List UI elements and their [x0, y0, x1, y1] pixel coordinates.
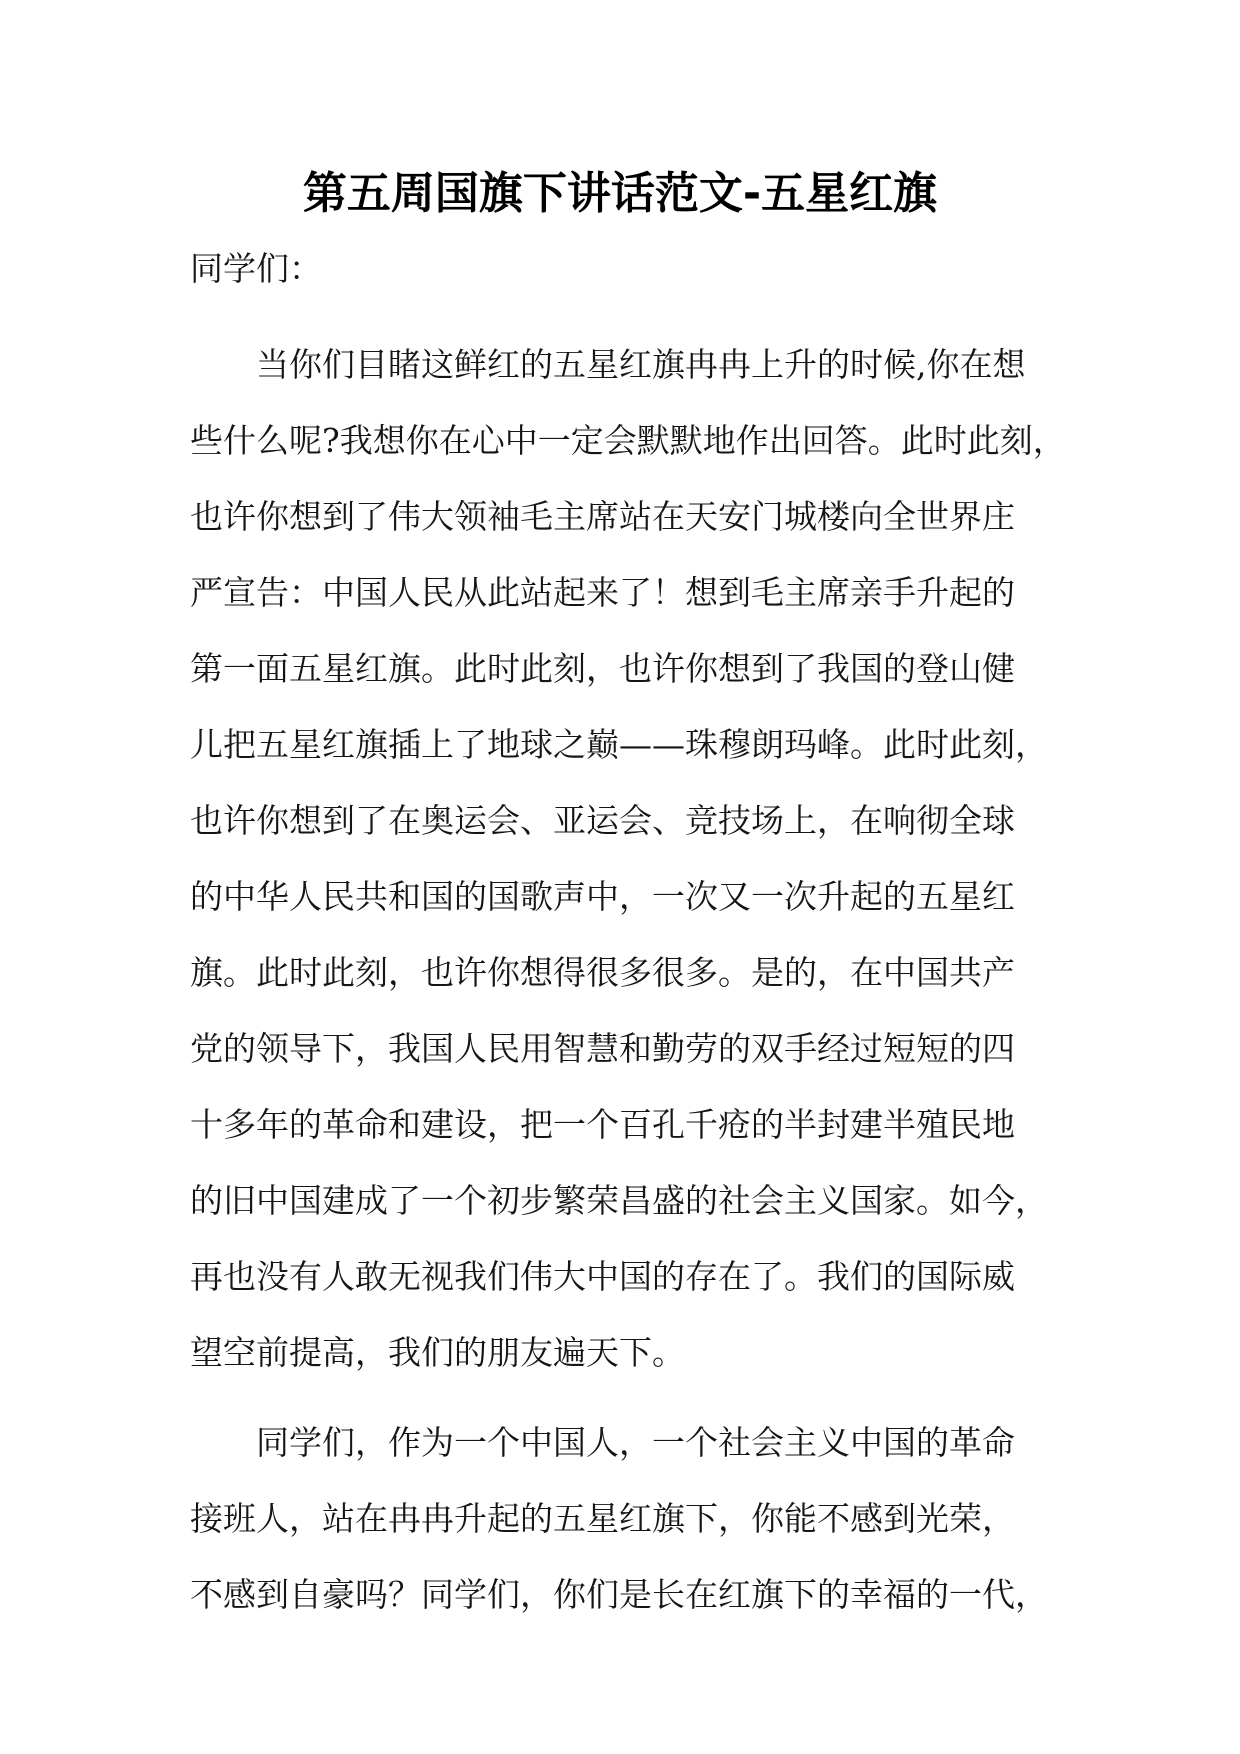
body-line: 党的领导下，我国人民用智慧和勤劳的双手经过短短的四 [190, 1029, 1015, 1068]
body-line: 些什么呢?我想你在心中一定会默默地作出回答。此时此刻， [190, 421, 1066, 460]
body-line: 也许你想到了在奥运会、亚运会、竞技场上，在响彻全球 [190, 801, 1015, 840]
body-line: 当你们目睹这鲜红的五星红旗冉冉上升的时候,你在想 [256, 345, 1026, 384]
body-line: 的中华人民共和国的国歌声中，一次又一次升起的五星红 [190, 877, 1015, 916]
body-line: 不感到自豪吗？同学们，你们是长在红旗下的幸福的一代， [190, 1575, 1048, 1614]
body-line: 也许你想到了伟大领袖毛主席站在天安门城楼向全世界庄 [190, 497, 1015, 536]
body-line: 的旧中国建成了一个初步繁荣昌盛的社会主义国家。如今， [190, 1181, 1048, 1220]
body-line: 严宣告：中国人民从此站起来了！想到毛主席亲手升起的 [190, 573, 1015, 612]
body-line: 儿把五星红旗插上了地球之巅——珠穆朗玛峰。此时此刻， [190, 725, 1048, 764]
body-line: 接班人，站在冉冉升起的五星红旗下，你能不感到光荣， [190, 1499, 1015, 1538]
body-line: 望空前提高，我们的朋友遍天下。 [190, 1333, 685, 1372]
body-line: 旗。此时此刻，也许你想得很多很多。是的，在中国共产 [190, 953, 1015, 992]
body-line-salutation: 同学们： [190, 249, 322, 288]
body-line: 第一面五星红旗。此时此刻，也许你想到了我国的登山健 [190, 649, 1015, 688]
document-title: 第五周国旗下讲话范文-五星红旗 [302, 168, 938, 219]
body-line: 同学们，作为一个中国人，一个社会主义中国的革命 [256, 1423, 1015, 1462]
body-line: 再也没有人敢无视我们伟大中国的存在了。我们的国际威 [190, 1257, 1015, 1296]
body-line: 十多年的革命和建设，把一个百孔千疮的半封建半殖民地 [190, 1105, 1015, 1144]
